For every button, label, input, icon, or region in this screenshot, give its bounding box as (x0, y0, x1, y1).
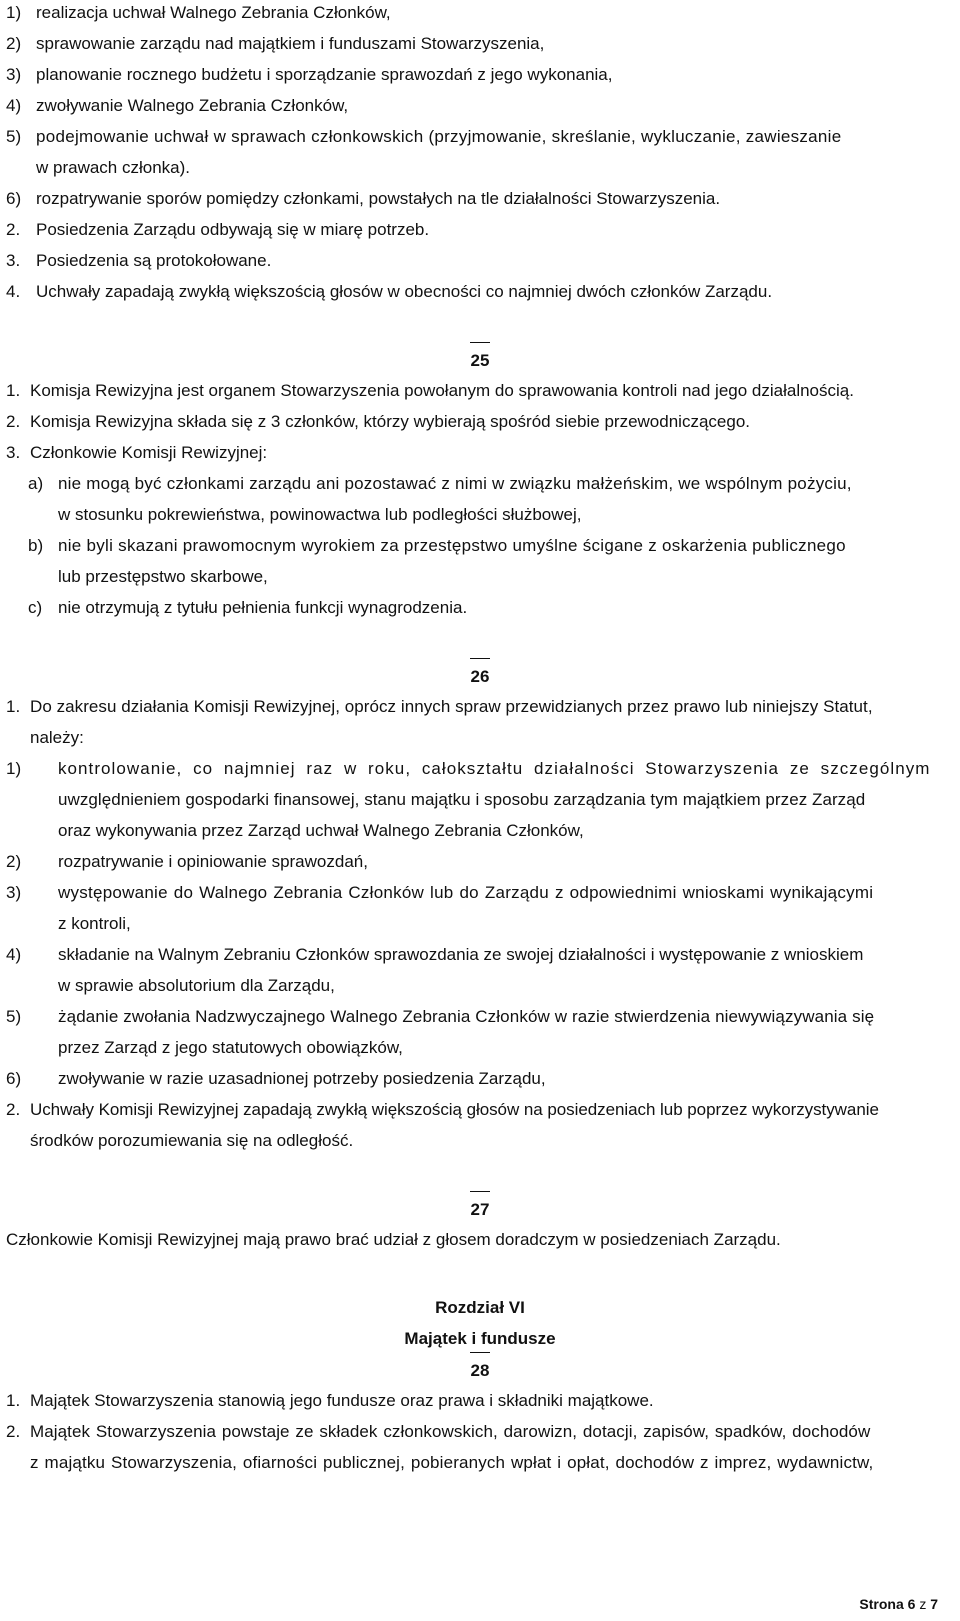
section-heading: 28 (0, 1354, 960, 1386)
list-item: w stosunku pokrewieństwa, powinowactwa lub podległości służbowej, (58, 505, 582, 524)
paragraph: 3. Członkowie Komisji Rewizyjnej: (6, 443, 268, 462)
list-item: uwzględnieniem gospodarki finansowej, stanu majątku i sposobu zarządzania tym majątkiem przez Zarząd (58, 790, 866, 809)
paragraph: Członkowie Komisji Rewizyjnej mają prawo brać udział z głosem doradczym w posiedzeniach Zarządu. (6, 1230, 781, 1249)
section-heading: 25 (0, 344, 960, 376)
list-item: 5) żądanie zwołania Nadzwyczajnego Walnego Zebrania Członków w razie stwierdzenia niewywiązywania się (6, 1007, 875, 1026)
section-heading: 26 (0, 660, 960, 692)
list-item: 2) sprawowanie zarządu nad majątkiem i funduszami Stowarzyszenia, (6, 34, 545, 53)
paragraph: 2. Uchwały Komisji Rewizyjnej zapadają zwykłą większością głosów na posiedzeniach lub poprzez wykorzystywanie (6, 1100, 879, 1119)
footer-page: 6 (907, 1596, 916, 1612)
list-item: lub przestępstwo skarbowe, (58, 567, 268, 586)
page-footer (859, 1596, 938, 1612)
list-item: z kontroli, (58, 914, 131, 933)
paragraph: 2. Posiedzenia Zarządu odbywają się w miarę potrzeb. (6, 220, 430, 239)
paragraph: 4. Uchwały zapadają zwykłą większością głosów w obecności co najmniej dwóch członków Zarządu. (6, 282, 773, 301)
list-item: w sprawie absolutorium dla Zarządu, (58, 976, 335, 995)
paragraph: 1. Do zakresu działania Komisji Rewizyjnej, oprócz innych spraw przewidzianych przez prawo lub niniejszy Statut, (6, 697, 873, 716)
list-item: oraz wykonywania przez Zarząd uchwał Walnego Zebrania Członków, (58, 821, 584, 840)
paragraph: 1. Komisja Rewizyjna jest organem Stowarzyszenia powołanym do sprawowania kontroli nad jego działalnością. (6, 381, 854, 400)
footer-total: 7 (930, 1596, 938, 1612)
list-item: 3) występowanie do Walnego Zebrania Członków lub do Zarządu z odpowiednimi wnioskami wynikającymi (6, 883, 874, 902)
paragraph: z majątku Stowarzyszenia, ofiarności publicznej, pobieranych wpłat i opłat, dochodów z imprez, wydawnictw, (30, 1453, 874, 1472)
list-item: 5) podejmowanie uchwał w sprawach członkowskich (przyjmowanie, skreślanie, wykluczanie, zawieszanie (6, 127, 842, 146)
footer-label: Strona (859, 1596, 904, 1612)
list-item: 6) rozpatrywanie sporów pomiędzy członkami, powstałych na tle działalności Stowarzyszenia. (6, 189, 721, 208)
list-item: a) nie mogą być członkami zarządu ani pozostawać z nimi w związku małżeńskim, we wspólnym pożyciu, (28, 474, 852, 493)
paragraph: 2. Komisja Rewizyjna składa się z 3 członków, którzy wybierają spośród siebie przewodniczącego. (6, 412, 750, 431)
list-item: 1) realizacja uchwał Walnego Zebrania Członków, (6, 3, 391, 22)
list-item: w prawach członka). (36, 158, 191, 177)
list-item: c) nie otrzymują z tytułu pełnienia funkcji wynagrodzenia. (28, 598, 468, 617)
paragraph: 2. Majątek Stowarzyszenia powstaje ze składek członkowskich, darowizn, dotacji, zapisów, spadków, dochodów (6, 1422, 871, 1441)
list-item: przez Zarząd z jego statutowych obowiązków, (58, 1038, 403, 1057)
list-item: 2) rozpatrywanie i opiniowanie sprawozdań, (6, 852, 368, 871)
section-heading: 27 (0, 1193, 960, 1225)
chapter-number: Rozdział VI (435, 1298, 525, 1317)
list-item: 6) zwoływanie w razie uzasadnionej potrzeby posiedzenia Zarządu, (6, 1069, 546, 1088)
paragraph: należy: (30, 728, 84, 747)
paragraph: środków porozumiewania się na odległość. (30, 1131, 354, 1150)
footer-of: z (919, 1596, 927, 1612)
list-item: b) nie byli skazani prawomocnym wyrokiem za przestępstwo umyślne ścigane z oskarżenia publicznego (28, 536, 846, 555)
list-item: 1) kontrolowanie, co najmniej raz w roku, całokształtu działalności Stowarzyszenia ze szczególnym (6, 759, 931, 778)
list-item: 3) planowanie rocznego budżetu i sporządzanie sprawozdań z jego wykonania, (6, 65, 613, 84)
list-item: 4) składanie na Walnym Zebraniu Członków sprawozdania ze swojej działalności i występowanie z wnioskiem (6, 945, 864, 964)
paragraph: 1. Majątek Stowarzyszenia stanowią jego fundusze oraz prawa i składniki majątkowe. (6, 1391, 654, 1410)
chapter-title: Majątek i fundusze (404, 1329, 556, 1348)
list-item: 4) zwoływanie Walnego Zebrania Członków, (6, 96, 349, 115)
paragraph: 3. Posiedzenia są protokołowane. (6, 251, 272, 270)
